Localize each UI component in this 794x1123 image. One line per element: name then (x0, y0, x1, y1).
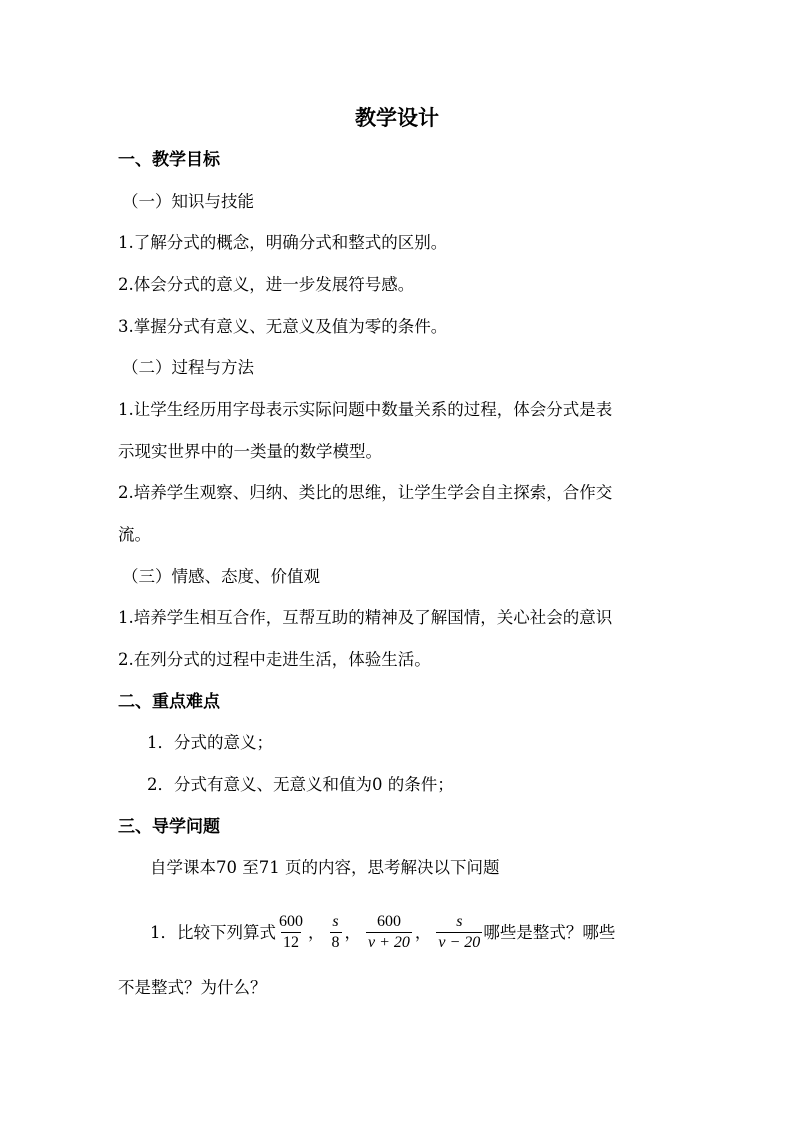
list-item: 2.培养学生观察、归纳、类比的思维，让学生学会自主探索，合作交 (118, 483, 613, 502)
fraction-numerator: 600 (279, 913, 303, 930)
subheading-process-method: （二）过程与方法 (122, 358, 254, 377)
separator: ， (414, 922, 432, 942)
question-1-continuation: 不是整式？为什么？ (118, 978, 267, 997)
list-item: 3.掌握分式有意义、无意义及值为零的条件。 (118, 317, 448, 336)
list-item: 2．分式有意义、无意义和值为0 的条件； (147, 775, 454, 794)
fraction-numerator: 600 (376, 913, 401, 930)
intro-paragraph: 自学课本70 至71 页的内容，思考解决以下问题 (150, 858, 500, 877)
list-item: 1．分式的意义； (147, 733, 273, 752)
subheading-knowledge-skills: （一）知识与技能 (122, 192, 254, 211)
list-item: 2.体会分式的意义，进一步发展符号感。 (118, 275, 415, 294)
fraction-denominator: v − 20 (438, 934, 481, 951)
separator: ， (344, 922, 361, 942)
fraction-denominator: 12 (283, 934, 299, 951)
section-heading-guided-questions: 三、导学问题 (118, 817, 220, 837)
fraction-s-over-8 (330, 912, 342, 953)
section-heading-objectives: 一、教学目标 (118, 150, 220, 170)
fraction-numerator: s (456, 913, 463, 930)
section-heading-key-points: 二、重点难点 (118, 692, 220, 712)
subheading-emotion-values: （三）情感、态度、价值观 (122, 567, 320, 586)
question-1-prefix: 1．比较下列算式 (150, 922, 276, 942)
list-item-continuation: 流。 (118, 525, 151, 544)
fraction-denominator: 8 (331, 934, 340, 951)
fraction-600-over-v-plus-20 (366, 912, 412, 953)
separator: ， (308, 922, 325, 942)
list-item-continuation: 示现实世界中的一类量的数学模型。 (118, 442, 382, 461)
page-title: 教学设计 (355, 105, 439, 130)
fraction-numerator: s (332, 913, 339, 930)
list-item: 1.培养学生相互合作，互帮互助的精神及了解国情，关心社会的意识 (118, 608, 613, 627)
list-item: 2.在列分式的过程中走进生活，体验生活。 (118, 650, 431, 669)
question-1 (150, 912, 615, 953)
fraction-600-over-12 (277, 912, 305, 953)
list-item: 1.让学生经历用字母表示实际问题中数量关系的过程，体会分式是表 (118, 400, 613, 419)
fraction-denominator: v + 20 (368, 934, 410, 951)
list-item: 1.了解分式的概念，明确分式和整式的区别。 (118, 233, 448, 252)
fraction-s-over-v-minus-20 (436, 912, 482, 953)
question-1-suffix: 哪些是整式？哪些 (483, 922, 616, 942)
